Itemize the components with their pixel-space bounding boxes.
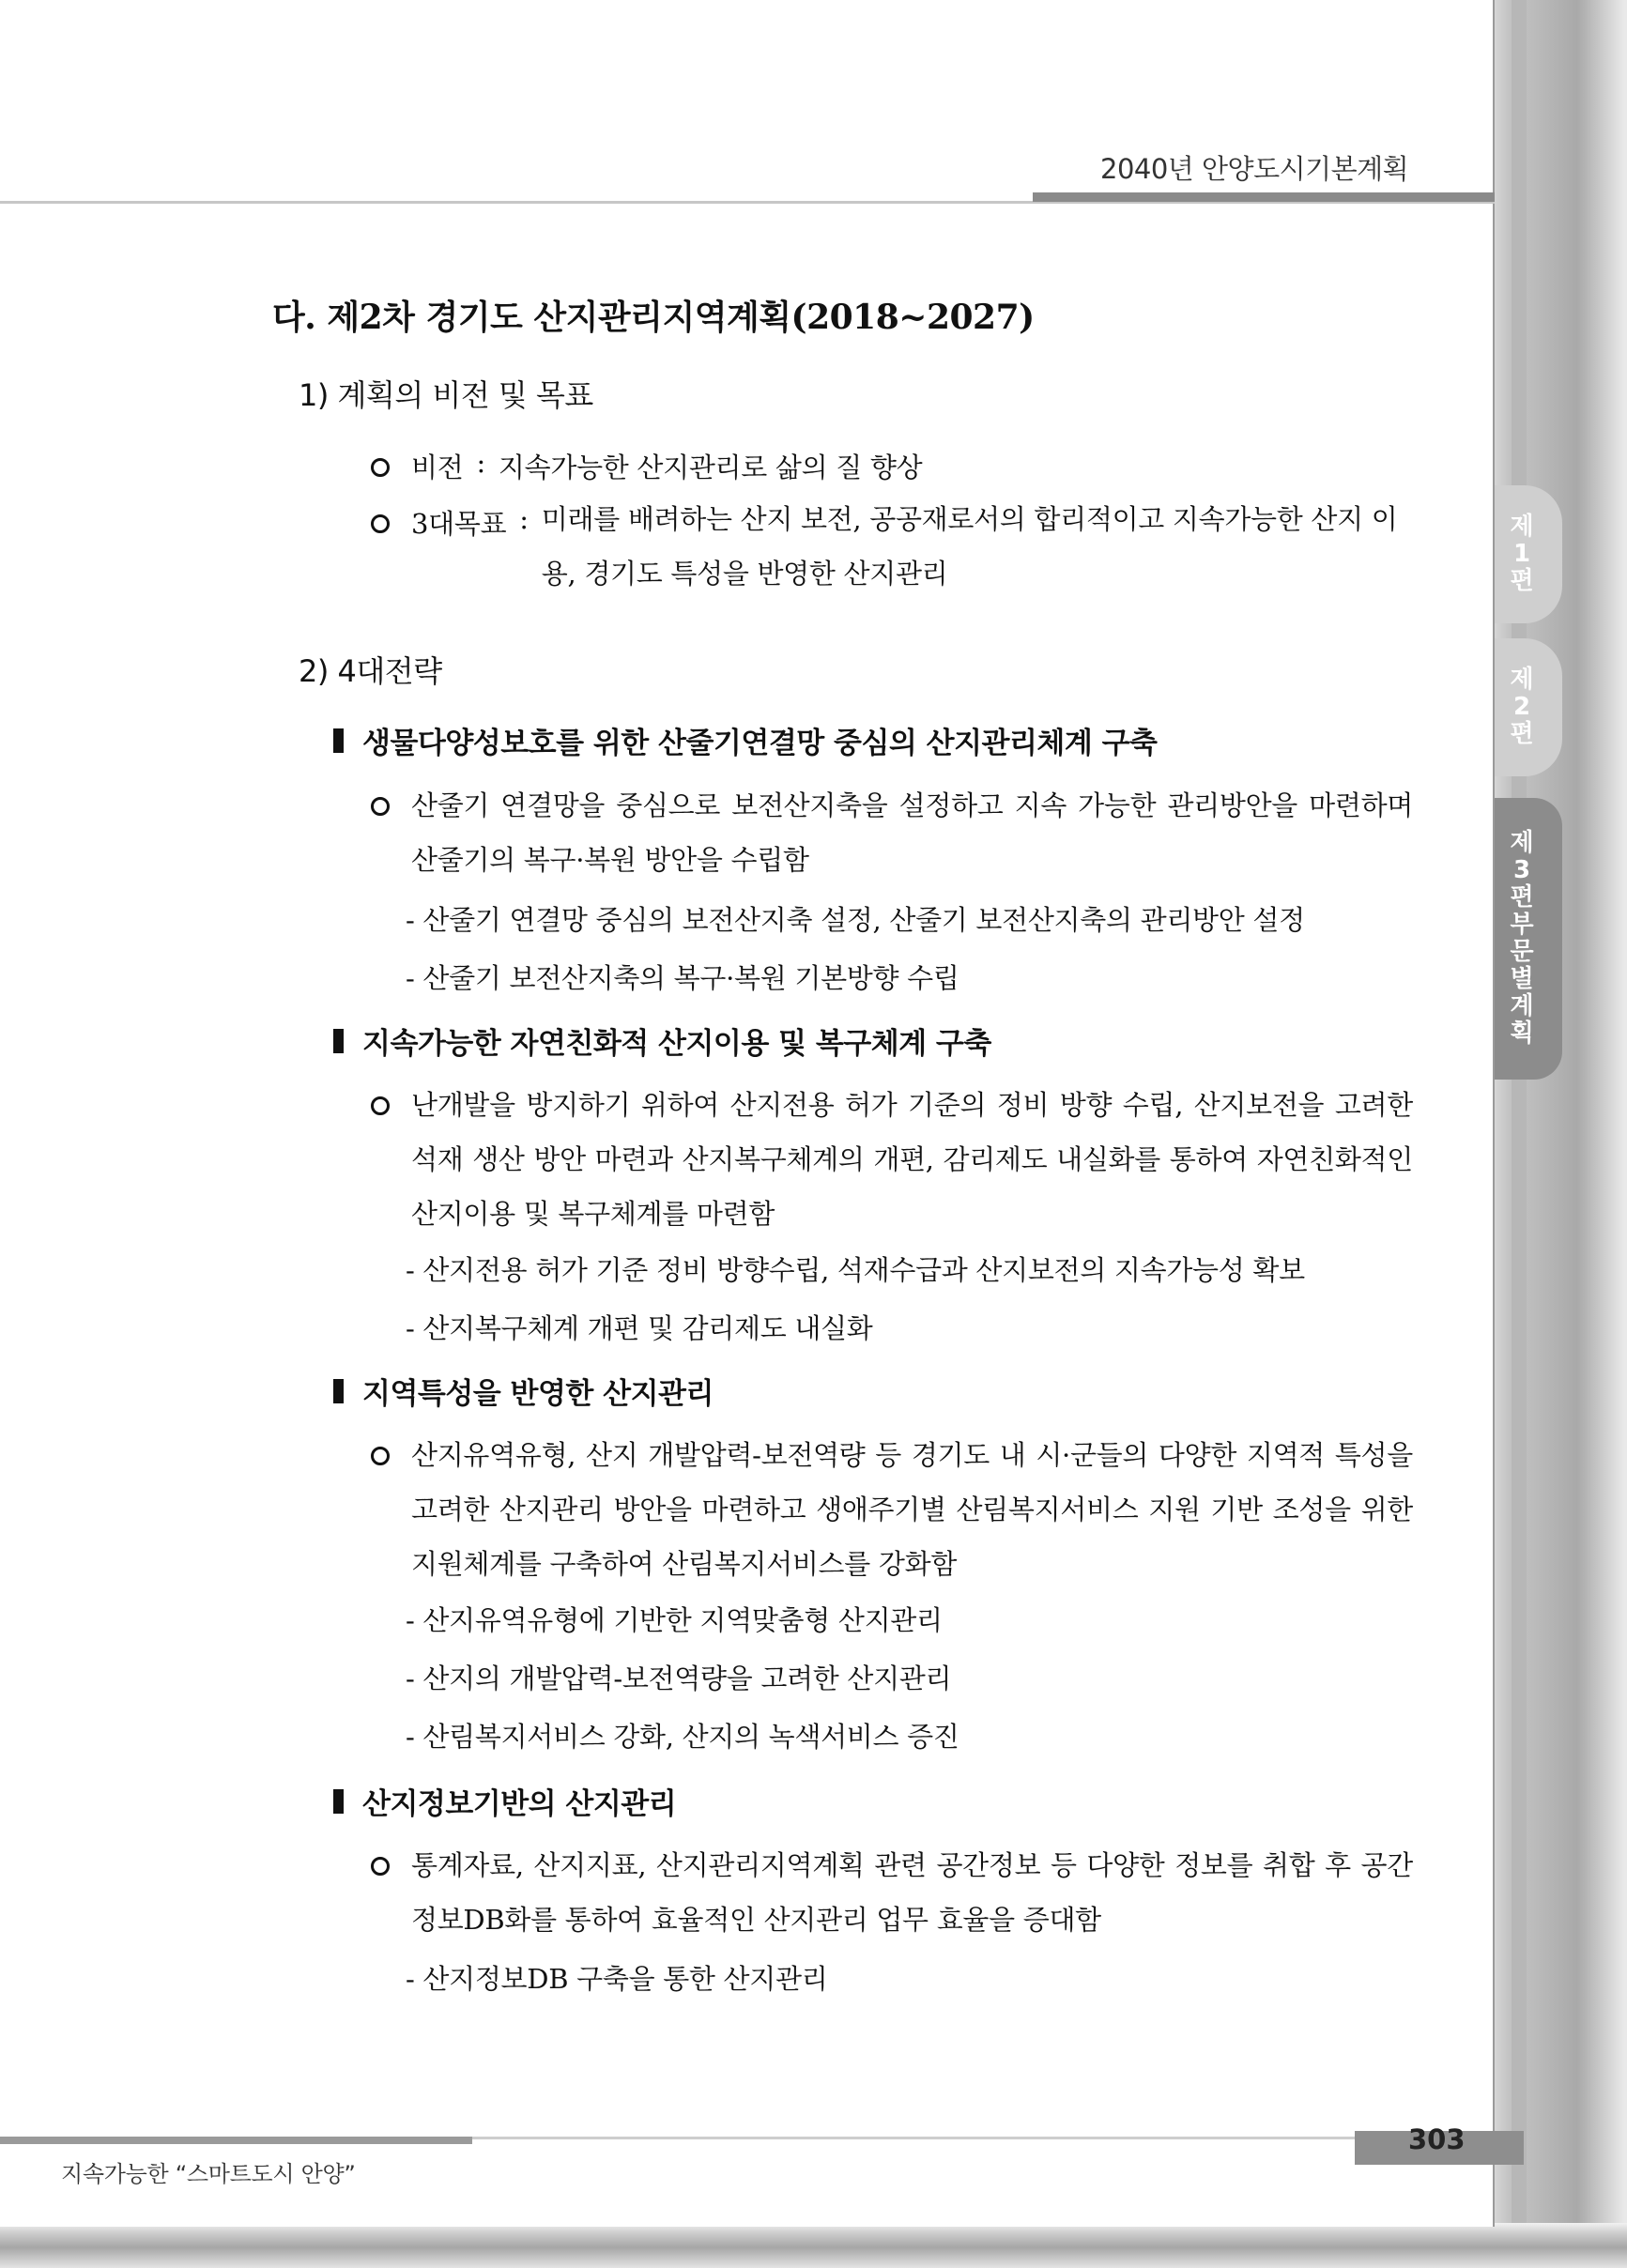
strategy-4-paragraph: 통계자료, 산지지표, 산지관리지역계획 관련 공간정보 등 다양한 정보를 취합 후 공간정보DB화를 통하여 효율적인 산지관리 업무 효율을 증대함 bbox=[371, 1838, 1413, 1947]
square-bullet-icon bbox=[333, 1029, 344, 1053]
strategy-3-paragraph: 산지유역유형, 산지 개발압력-보전역량 등 경기도 내 시·군들의 다양한 지역적 특성을 고려한 산지관리 방안을 마련하고 생애주기별 산림복지서비스 지원 기반 조성을 위한 지원체계를 구축하여 산림복지서비스를 강화함 bbox=[371, 1428, 1413, 1591]
square-bullet-icon bbox=[333, 1789, 344, 1814]
subsection-heading-vision: 1) 계획의 비전 및 목표 bbox=[299, 377, 593, 413]
strategy-1-item-1: - 산줄기 연결망 중심의 보전산지축 설정, 산줄기 보전산지축의 관리방안 설정 bbox=[406, 904, 1305, 936]
page-number: 303 bbox=[1408, 2123, 1466, 2155]
circle-bullet-icon bbox=[371, 1096, 390, 1115]
strategy-3-item-2: - 산지의 개발압력-보전역량을 고려한 산지관리 bbox=[406, 1663, 952, 1694]
tab-part-1[interactable]: 제 1 편 bbox=[1495, 485, 1562, 623]
subsection-heading-strategies: 2) 4대전략 bbox=[299, 653, 442, 689]
goals-text: 미래를 배려하는 산지 보전, 공공재로서의 합리적이고 지속가능한 산지 이용, 경기도 특성을 반영한 산지관리 bbox=[541, 503, 1398, 590]
strategy-1-paragraph: 산줄기 연결망을 중심으로 보전산지축을 설정하고 지속 가능한 관리방안을 마련하며 산줄기의 복구·복원 방안을 수립함 bbox=[371, 778, 1413, 887]
goals-item: 3대목표 : 미래를 배려하는 산지 보전, 공공재로서의 합리적이고 지속가능한 산지 이용, 경기도 특성을 반영한 산지관리 bbox=[371, 503, 1410, 601]
strategy-1-item-2: - 산줄기 보전산지축의 복구·복원 기본방향 수립 bbox=[406, 962, 959, 994]
circle-bullet-icon bbox=[371, 1447, 390, 1465]
strategy-3-title: 지역특성을 반영한 산지관리 bbox=[333, 1370, 714, 1412]
vision-text: 지속가능한 산지관리로 삶의 질 향상 bbox=[498, 452, 923, 483]
strategy-4-item-1: - 산지정보DB 구축을 통한 산지관리 bbox=[406, 1963, 828, 1995]
strategy-3-item-1: - 산지유역유형에 기반한 지역맞춤형 산지관리 bbox=[406, 1604, 943, 1636]
circle-bullet-icon bbox=[371, 797, 390, 816]
strategy-2-item-1: - 산지전용 허가 기준 정비 방향수립, 석재수급과 산지보전의 지속가능성 확보 bbox=[406, 1254, 1305, 1286]
circle-bullet-icon bbox=[371, 1857, 390, 1876]
page-bottom-shadow bbox=[0, 2223, 1627, 2268]
footer-accent-bar bbox=[0, 2137, 472, 2144]
page-stack-edge bbox=[1512, 0, 1527, 2268]
strategy-1-title: 생물다양성보호를 위한 산줄기연결망 중심의 산지관리체계 구축 bbox=[333, 719, 1158, 761]
header-title: 2040년 안양도시기본계획 bbox=[1100, 153, 1409, 185]
strategy-3-item-3: - 산림복지서비스 강화, 산지의 녹색서비스 증진 bbox=[406, 1721, 959, 1753]
strategy-4-title: 산지정보기반의 산지관리 bbox=[333, 1780, 676, 1822]
strategy-2-paragraph: 난개발을 방지하기 위하여 산지전용 허가 기준의 정비 방향 수립, 산지보전을 고려한 석재 생산 방안 마련과 산지복구체계의 개편, 감리제도 내실화를 통하여 자연친화적인 산지이용 및 복구체계를 마련함 bbox=[371, 1078, 1413, 1241]
square-bullet-icon bbox=[333, 728, 344, 753]
vision-label: 비전 bbox=[411, 452, 464, 483]
strategy-2-title: 지속가능한 자연친화적 산지이용 및 복구체계 구축 bbox=[333, 1019, 991, 1062]
circle-bullet-icon bbox=[371, 458, 390, 477]
tab-part-2[interactable]: 제 2 편 bbox=[1495, 638, 1562, 776]
square-bullet-icon bbox=[333, 1379, 344, 1403]
section-title: 다. 제2차 경기도 산지관리지역계획(2018~2027) bbox=[272, 298, 1035, 337]
goals-label: 3대목표 bbox=[411, 508, 507, 540]
circle-bullet-icon bbox=[371, 514, 390, 533]
tab-part-3-active[interactable]: 제 3 편 부 문 별 계 획 bbox=[1495, 798, 1562, 1080]
header-accent-bar bbox=[1033, 192, 1495, 202]
footer-slogan: 지속가능한 “스마트도시 안양” bbox=[61, 2161, 356, 2187]
vision-item: 비전 : 지속가능한 산지관리로 삶의 질 향상 bbox=[371, 447, 922, 485]
strategy-2-item-2: - 산지복구체계 개편 및 감리제도 내실화 bbox=[406, 1312, 873, 1344]
